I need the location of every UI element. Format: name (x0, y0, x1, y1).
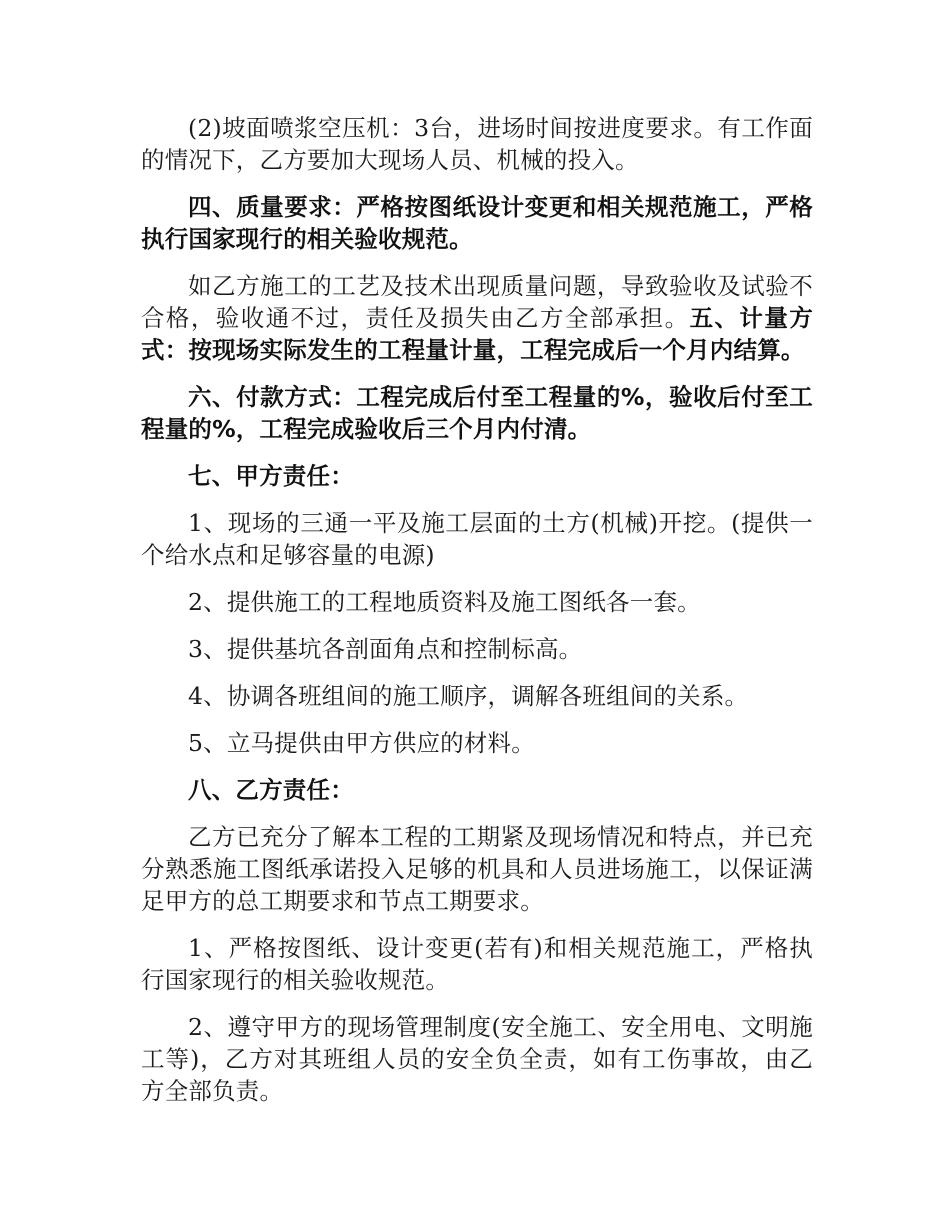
party-a-item-4: 4、协调各班组间的施工顺序，调解各班组间的关系。 (188, 682, 749, 710)
quality-liability-text: 如乙方施工的工艺及技术出现质量问题，导致验收及试验不合格，验收通不过，责任及损失由乙方全部承担。 (141, 272, 813, 332)
party-a-item-2: 2、提供施工的工程地质资料及施工图纸各一套。 (188, 588, 701, 616)
party-a-item-5: 5、立马提供由甲方供应的材料。 (188, 729, 535, 757)
party-b-intro: 乙方已充分了解本工程的工期紧及现场情况和特点，并已充分熟悉施工图纸承诺投入足够的机具和人员进场施工，以保证满足甲方的总工期要求和节点工期要求。 (141, 823, 813, 915)
paragraph-compressor: (2)坡面喷浆空压机：3台，进场时间按进度要求。有工作面的情况下，乙方要加大现场人员、机械的投入。 (141, 114, 813, 174)
section-heading-party-b: 八、乙方责任： (188, 776, 354, 804)
party-b-item-2: 2、遵守甲方的现场管理制度(安全施工、安全用电、文明施工等)，乙方对其班组人员的安全负全责，如有工伤事故，由乙方全部负责。 (141, 1013, 813, 1105)
paragraph-quality-liability (141, 270, 813, 366)
document-page (141, 112, 813, 1122)
measurement-method-heading: 五、计量方式：按现场实际发生的工程量计量，工程完成后一个月内结算。 (141, 304, 813, 364)
party-a-item-3: 3、提供基坑各剖面角点和控制标高。 (188, 635, 583, 663)
section-heading-party-a: 七、甲方责任： (188, 462, 354, 490)
paragraph-quality-requirements: 四、质量要求：严格按图纸设计变更和相关规范施工，严格执行国家现行的相关验收规范。 (141, 193, 813, 253)
party-a-item-1: 1、现场的三通一平及施工层面的土方(机械)开挖。(提供一个给水点和足够容量的电源) (141, 509, 813, 569)
party-b-item-1: 1、严格按图纸、设计变更(若有)和相关规范施工，严格执行国家现行的相关验收规范。 (141, 934, 813, 994)
paragraph-payment-method: 六、付款方式：工程完成后付至工程量的%，验收后付至工程量的%，工程完成验收后三个月内付清。 (141, 383, 813, 443)
